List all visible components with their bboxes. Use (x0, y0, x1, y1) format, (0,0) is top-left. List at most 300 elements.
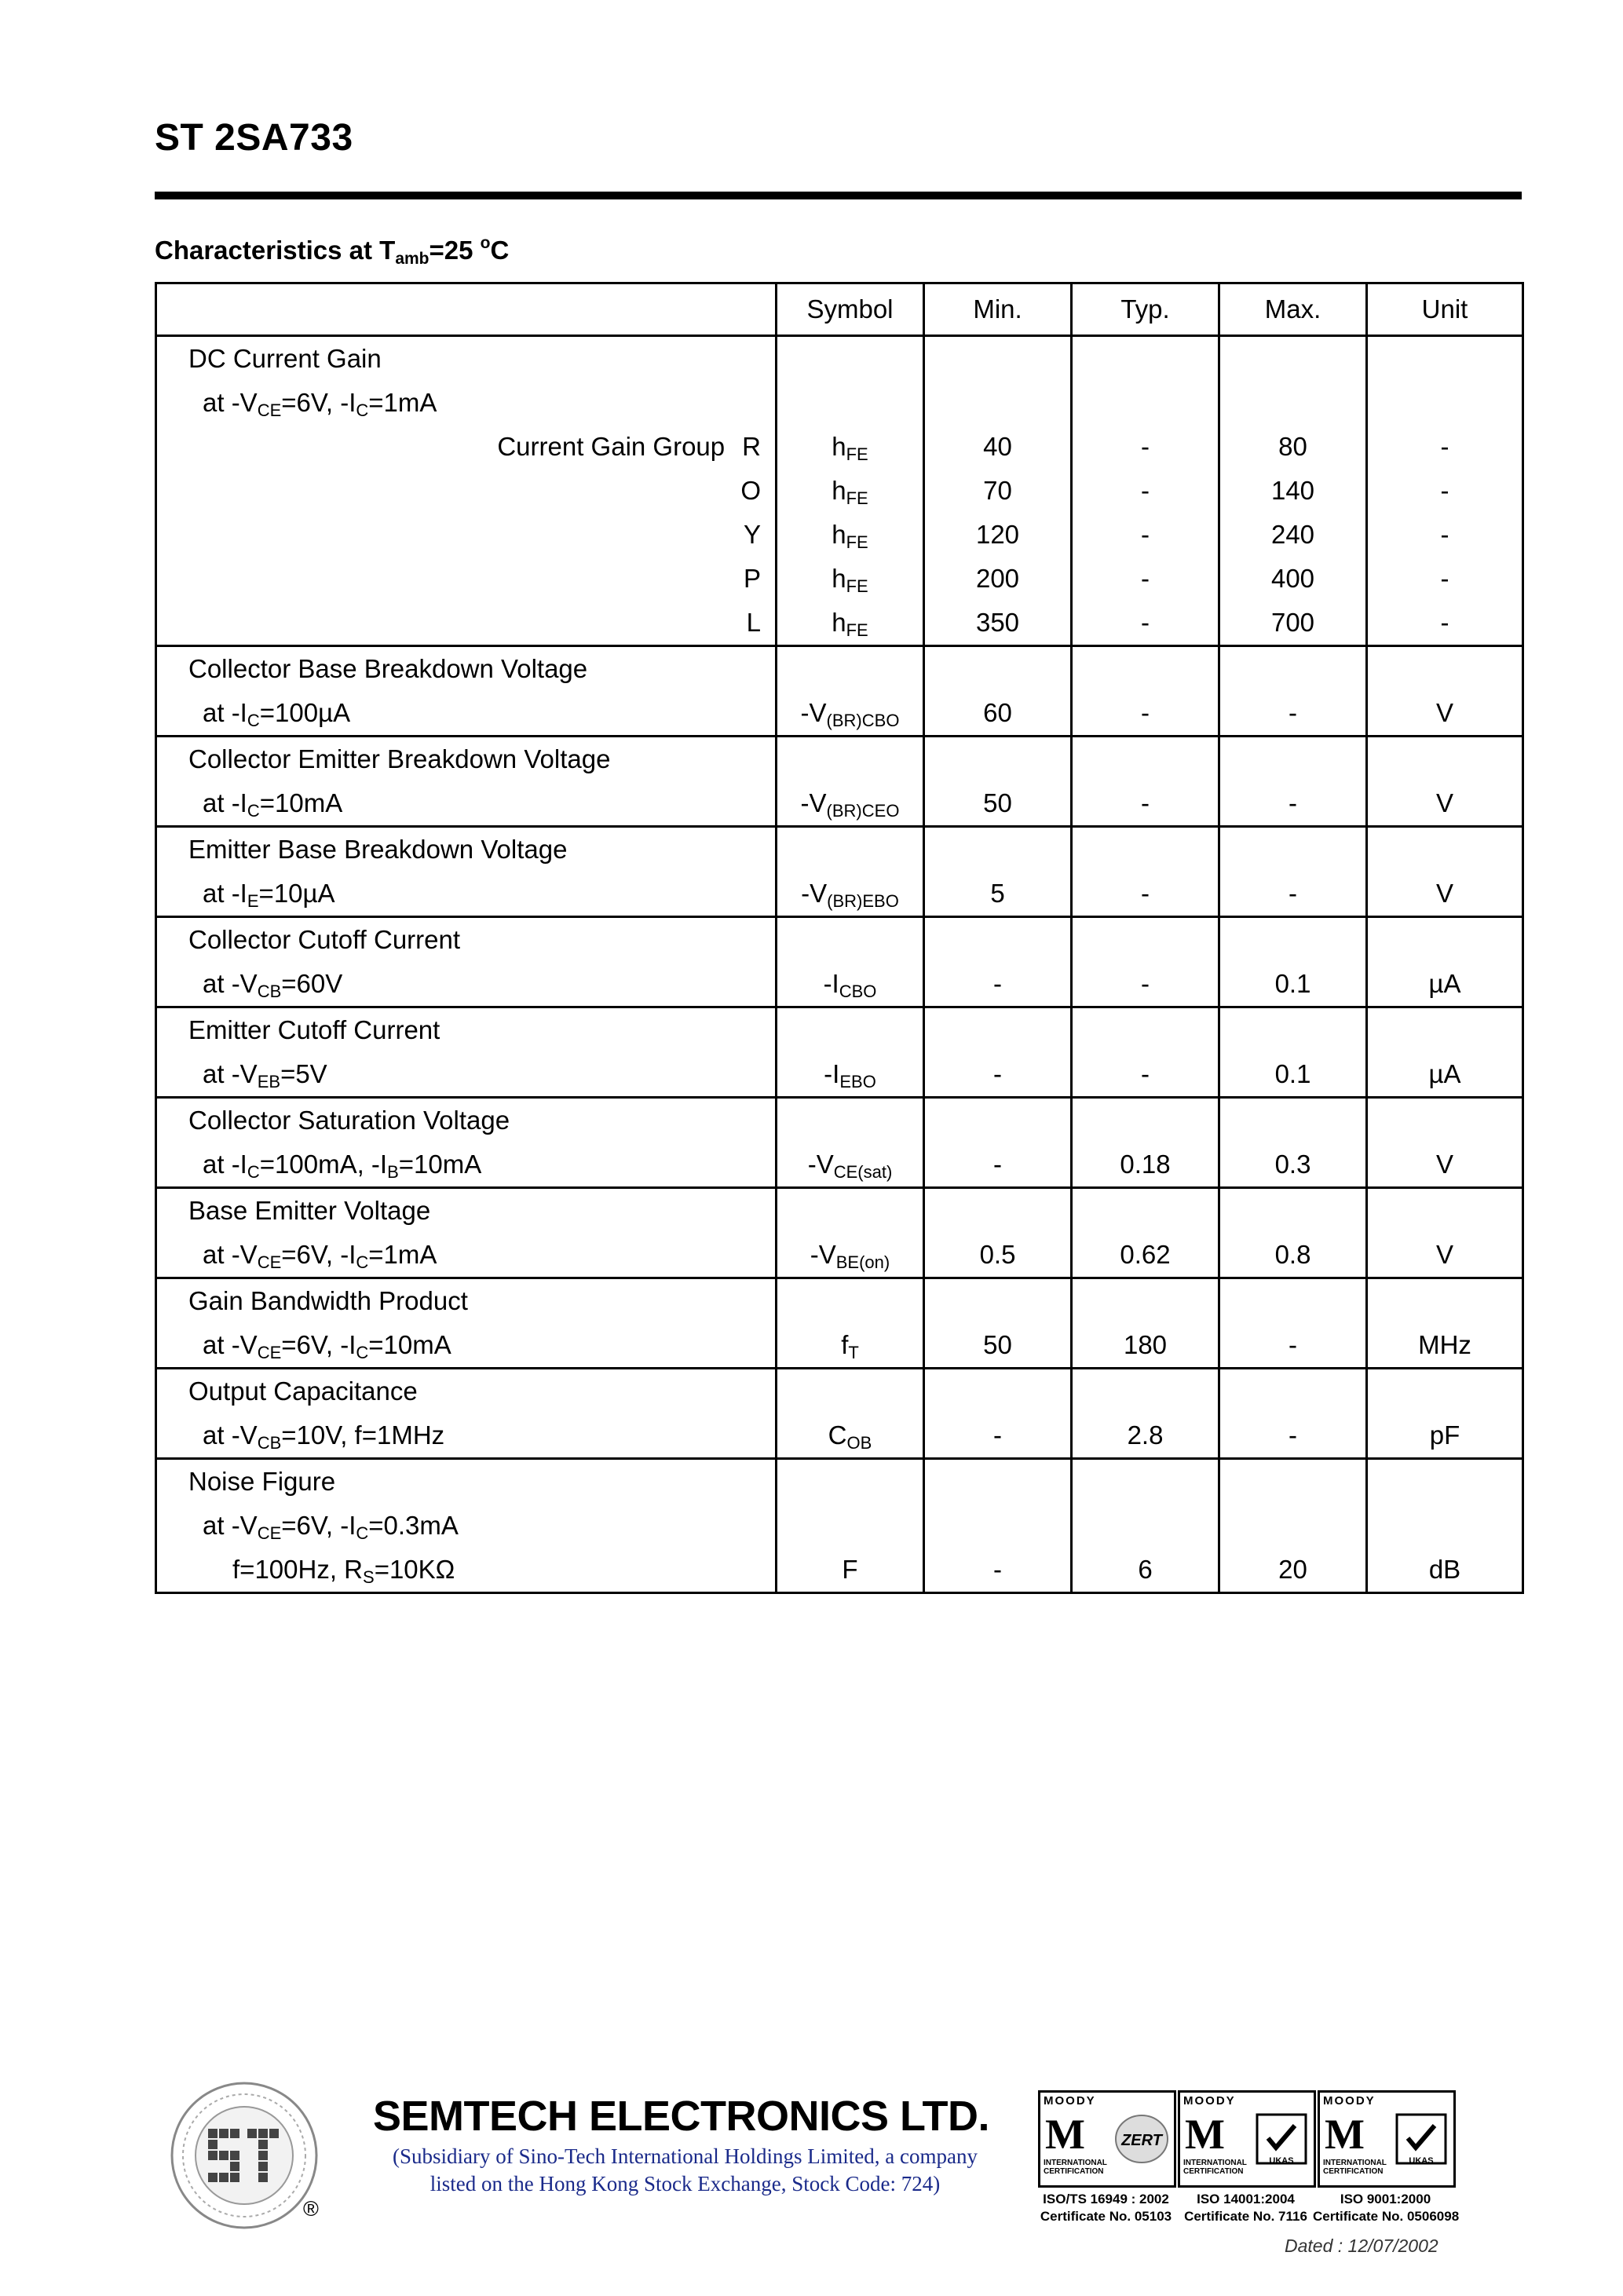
cert-brand: MOODY (1044, 2094, 1096, 2108)
typ-value: - (1141, 1059, 1150, 1088)
ukas-crown-icon (1254, 2111, 1309, 2166)
table-row (156, 1459, 1523, 1593)
table-row (156, 1098, 1523, 1188)
parameter-name: Gain Bandwidth Product (188, 1286, 468, 1315)
noise-condition-2 (157, 1548, 775, 1592)
symbol-cell (777, 917, 924, 1007)
parameter-condition (157, 1143, 775, 1186)
gain-group-line (157, 557, 775, 601)
spacer-line (777, 381, 923, 425)
parameter-condition-a: at -V (203, 1240, 258, 1269)
parameter-condition-b: =100mA, -I (259, 1150, 388, 1179)
min-cell (924, 737, 1072, 827)
spacer-line (777, 1008, 923, 1052)
spacer-line (777, 1369, 923, 1413)
noise-condition-1-s1: CE (257, 1523, 282, 1543)
gain-group-line (157, 601, 775, 645)
symbol-cell (777, 1188, 924, 1278)
parameter-cell (156, 737, 777, 827)
spacer-line (1220, 647, 1365, 691)
parameter-cell (156, 1459, 777, 1593)
symbol-main: -V (801, 879, 828, 908)
spacer-line (1073, 1189, 1218, 1233)
table-header-row (156, 283, 1523, 336)
table-row (156, 1188, 1523, 1278)
cert-intl-line: INTERNATIONAL (1323, 2159, 1387, 2167)
spacer-line (777, 1189, 923, 1233)
min-value: - (993, 1059, 1002, 1088)
moody-m-icon: M (1045, 2111, 1085, 2158)
spacer-line (1368, 737, 1522, 781)
spacer-line (925, 381, 1070, 425)
gain-symbol (777, 557, 923, 601)
dc-gain-condition-c: =1mA (368, 388, 437, 417)
gain-typ-value: - (1141, 564, 1150, 593)
noise-condition-2-b: =10KΩ (374, 1555, 455, 1584)
typ-cell (1072, 1278, 1219, 1369)
gain-max-value: 700 (1270, 608, 1315, 637)
table-row (156, 917, 1523, 1007)
spacer-line (1368, 647, 1522, 691)
registered-mark: ® (303, 2197, 319, 2221)
ukas-crown-icon (1394, 2111, 1449, 2166)
gain-symbol (777, 601, 923, 645)
spacer-line (1073, 1008, 1218, 1052)
spacer-line (1220, 1369, 1365, 1413)
spacer-line (1073, 381, 1218, 425)
spacer-line (1220, 828, 1365, 872)
gain-group-letter: Y (743, 520, 761, 549)
dc-gain-condition-s1: CE (257, 400, 282, 420)
cert-standard: ISO 9001:2000 (1340, 2192, 1431, 2206)
spacer-line (1073, 1369, 1218, 1413)
spacer-line (1220, 1504, 1365, 1548)
cert-caption (1173, 2191, 1318, 2225)
symbol-cell (777, 1007, 924, 1098)
parameter-condition-s1: CE (257, 1343, 282, 1362)
cert-logo (1038, 2090, 1176, 2188)
unit-cell (1367, 1369, 1523, 1459)
dc-gain-section (156, 336, 1523, 646)
gain-max-value: 240 (1270, 520, 1315, 549)
typ-value: - (1141, 969, 1150, 998)
spacer-line (1368, 1008, 1522, 1052)
noise-section (156, 1459, 1523, 1593)
gain-symbol (777, 425, 923, 469)
unit-value: µA (1428, 1059, 1461, 1088)
cert-intl-line: INTERNATIONAL (1044, 2159, 1107, 2167)
parameter-cell (156, 646, 777, 737)
spacer-line (777, 918, 923, 962)
spacer-line (925, 1460, 1070, 1504)
cert-cert-line: CERTIFICATION (1323, 2167, 1384, 2176)
symbol-main: -V (810, 1240, 836, 1269)
gain-group-letter: O (740, 476, 761, 505)
typ-cell (1072, 646, 1219, 737)
symbol-sub: (BR)CBO (826, 711, 900, 730)
sym-value: F (842, 1555, 858, 1584)
dc-gain-condition-b: =6V, -I (281, 388, 356, 417)
symbol-line (777, 1413, 923, 1457)
table-row (156, 646, 1523, 737)
spacer-line (1368, 381, 1522, 425)
parameter-condition-b: =60V (281, 969, 343, 998)
max-cell (1219, 1459, 1367, 1593)
header-symbol: Symbol (777, 283, 924, 336)
parameter-name: Collector Base Breakdown Voltage (188, 654, 588, 683)
typ-value: 180 (1123, 1330, 1168, 1359)
dc-gain-name: DC Current Gain (188, 344, 382, 373)
st-logo-icon (169, 2080, 320, 2231)
gain-symbol-sub: FE (846, 444, 868, 464)
parameter-condition-a: at -I (203, 788, 247, 817)
unit-value: V (1435, 788, 1453, 817)
spacer-line (1073, 337, 1218, 381)
min-value: - (993, 1150, 1002, 1179)
symbol-sub: CE(sat) (833, 1162, 893, 1182)
parameter-cell (156, 1098, 777, 1188)
gain-symbol-sub: FE (846, 620, 868, 640)
parameter-name: Base Emitter Voltage (188, 1196, 431, 1225)
title-rule (155, 192, 1522, 199)
cert-logo (1178, 2090, 1316, 2188)
typ-value: 0.18 (1120, 1150, 1171, 1179)
parameter-condition-b: =10mA (259, 788, 343, 817)
max-cell (1219, 1278, 1367, 1369)
spacer-line (925, 337, 1070, 381)
min-value: 5 (990, 879, 1005, 908)
symbol-sub: BE(on) (835, 1252, 890, 1272)
dc-gain-condition-a: at -V (203, 388, 258, 417)
spacer-line (925, 1008, 1070, 1052)
spacer-line (1368, 1504, 1522, 1548)
parameter-condition-s1: E (247, 891, 259, 911)
cert-caption (1033, 2191, 1179, 2225)
parameter-condition (157, 1052, 775, 1096)
min-value: - (993, 969, 1002, 998)
unit-value: V (1435, 1240, 1453, 1269)
table-row (156, 1278, 1523, 1369)
spacer-line (1073, 1460, 1218, 1504)
min-cell (924, 1459, 1072, 1593)
gain-typ-value: - (1141, 520, 1150, 549)
parameter-condition-a: at -V (203, 1330, 258, 1359)
min-cell (924, 827, 1072, 917)
noise-condition-1 (157, 1504, 775, 1548)
gain-group-line (157, 469, 775, 513)
typ-value: 2.8 (1127, 1420, 1164, 1450)
max-value: 0.1 (1274, 1059, 1311, 1088)
symbol-sub: EBO (839, 1072, 876, 1091)
symbol-cell (777, 737, 924, 827)
gain-symbol-main: h (832, 432, 846, 461)
cert-logo (1318, 2090, 1456, 2188)
table-row (156, 336, 1523, 646)
spacer-line (925, 1369, 1070, 1413)
gain-min-value: 40 (983, 432, 1012, 461)
max-cell (1219, 1098, 1367, 1188)
gain-max-value: 400 (1270, 564, 1315, 593)
min-cell (924, 917, 1072, 1007)
typ-cell (1072, 1459, 1219, 1593)
spacer-line (777, 828, 923, 872)
unit-value: V (1435, 1150, 1453, 1179)
max-value: - (1289, 1330, 1297, 1359)
cert-caption (1313, 2191, 1458, 2225)
dc-gain-unit-cell (1367, 336, 1523, 646)
parameter-condition-s2: C (356, 1343, 369, 1362)
parameter-condition-s2: C (356, 1252, 369, 1272)
typ-cell (1072, 737, 1219, 827)
spacer-line (777, 1460, 923, 1504)
gain-symbol (777, 469, 923, 513)
unit-cell (1367, 646, 1523, 737)
symbol-line (777, 872, 923, 916)
noise-condition-1-a: at -V (203, 1511, 258, 1540)
spacer-line (925, 1279, 1070, 1323)
symbol-main: C (828, 1420, 847, 1450)
parameter-condition-b: =6V, -I (281, 1240, 356, 1269)
parameter-name: Collector Emitter Breakdown Voltage (188, 744, 611, 773)
unit-cell (1367, 737, 1523, 827)
gain-group-label: Current Gain Group (497, 432, 726, 461)
gain-min-value: 350 (975, 608, 1020, 637)
dc-gain-typ-cell (1072, 336, 1219, 646)
spacer-line (1073, 918, 1218, 962)
parameter-name: Collector Saturation Voltage (188, 1106, 510, 1135)
parameter-condition-c: =10mA (398, 1150, 482, 1179)
parameter-condition-b: =100µA (259, 698, 351, 727)
parameter-condition-s1: C (247, 711, 260, 730)
spacer-line (1220, 1279, 1365, 1323)
heading-suffix: C (490, 236, 510, 265)
spacer-line (925, 828, 1070, 872)
cert-intl (1323, 2159, 1387, 2176)
min-value: 60 (983, 698, 1012, 727)
spacer-line (1220, 1008, 1365, 1052)
min-cell (924, 1278, 1072, 1369)
typ-cell (1072, 917, 1219, 1007)
spacer-line (925, 1189, 1070, 1233)
symbol-line (777, 781, 923, 825)
parameter-condition-c: =1mA (368, 1240, 437, 1269)
dated-label: Dated : 12/07/2002 (1285, 2236, 1438, 2256)
symbol-cell (777, 827, 924, 917)
max-cell (1219, 1369, 1367, 1459)
parameter-condition-s1: CB (257, 1433, 282, 1453)
gain-unit-value: - (1440, 608, 1449, 637)
gain-min-value: 70 (983, 476, 1012, 505)
cert-intl-line: INTERNATIONAL (1183, 2159, 1247, 2167)
gain-max-value: 80 (1278, 432, 1307, 461)
gain-typ-value: - (1141, 432, 1150, 461)
symbol-line (777, 962, 923, 1006)
typ-value: - (1141, 698, 1150, 727)
parameter-condition-a: at -I (203, 1150, 247, 1179)
cert-standard: ISO/TS 16949 : 2002 (1043, 2192, 1169, 2206)
max-cell (1219, 1188, 1367, 1278)
parameter-condition-b: =10V, f=1MHz (281, 1420, 445, 1450)
symbol-main: -V (807, 1150, 834, 1179)
max-value: - (1289, 698, 1297, 727)
spacer-line (1368, 1279, 1522, 1323)
gain-unit-value: - (1440, 520, 1449, 549)
symbol-cell (777, 646, 924, 737)
gain-unit-value: - (1440, 564, 1449, 593)
spacer-line (1073, 1099, 1218, 1143)
gain-group-letter: L (746, 608, 761, 637)
symbol-cell (777, 1369, 924, 1459)
parameter-condition-a: at -I (203, 879, 247, 908)
parameter-name: Emitter Cutoff Current (188, 1015, 440, 1044)
noise-condition-1-c: =0.3mA (368, 1511, 459, 1540)
spacer-line (777, 1279, 923, 1323)
header-max: Max. (1219, 283, 1367, 336)
subsidiary-note (381, 2143, 989, 2198)
spacer-line (1368, 1099, 1522, 1143)
table-row (156, 827, 1523, 917)
spacer-line (1220, 1460, 1365, 1504)
symbol-sub: (BR)EBO (827, 891, 899, 911)
unit-cell (1367, 1007, 1523, 1098)
parameter-condition-s1: CB (257, 982, 282, 1001)
spacer-line (1073, 647, 1218, 691)
gain-group-line (157, 513, 775, 557)
spacer-line (925, 918, 1070, 962)
unit-cell (1367, 1459, 1523, 1593)
symbol-main: f (841, 1330, 849, 1359)
cert-brand: MOODY (1323, 2094, 1376, 2108)
max-value: 20 (1278, 1555, 1307, 1584)
cert-intl (1044, 2159, 1107, 2176)
unit-value: dB (1428, 1555, 1461, 1584)
noise-condition-2-a: f=100Hz, R (232, 1555, 363, 1584)
min-value: 0.5 (979, 1240, 1016, 1269)
gain-symbol-main: h (832, 520, 846, 549)
symbol-line (777, 1323, 923, 1367)
parameter-condition-a: at -V (203, 1059, 258, 1088)
gain-typ-value: - (1141, 476, 1150, 505)
max-value: - (1289, 1420, 1297, 1450)
cert-cert-line: CERTIFICATION (1183, 2167, 1244, 2176)
dc-gain-max-cell (1219, 336, 1367, 646)
parameter-condition-s2: B (387, 1162, 399, 1182)
parameter-cell (156, 1369, 777, 1459)
min-value: 50 (983, 1330, 1012, 1359)
symbol-sub: OB (846, 1433, 872, 1453)
gain-symbol (777, 513, 923, 557)
max-cell (1219, 1007, 1367, 1098)
parameter-name: Output Capacitance (188, 1377, 418, 1406)
unit-cell (1367, 917, 1523, 1007)
spacer-line (1368, 918, 1522, 962)
max-value: 0.8 (1274, 1240, 1311, 1269)
min-cell (924, 1098, 1072, 1188)
table-row (156, 737, 1523, 827)
typ-value: 6 (1138, 1555, 1153, 1584)
table-row (156, 1369, 1523, 1459)
characteristics-table (155, 282, 1524, 1594)
symbol-cell (777, 1098, 924, 1188)
spacer-line (1368, 1460, 1522, 1504)
spacer-line (1368, 1369, 1522, 1413)
unit-value: MHz (1418, 1330, 1471, 1359)
symbol-main: -I (823, 969, 839, 998)
typ-cell (1072, 1098, 1219, 1188)
spacer-line (1220, 381, 1365, 425)
unit-cell (1367, 1188, 1523, 1278)
parameter-cell (156, 917, 777, 1007)
characteristics-heading (155, 234, 509, 269)
parameter-condition-s1: CE (257, 1252, 282, 1272)
max-cell (1219, 917, 1367, 1007)
unit-value: µA (1428, 969, 1461, 998)
parameter-condition-s1: C (247, 801, 260, 821)
symbol-sub: (BR)CEO (826, 801, 900, 821)
cert-badge-text: UKAS (1409, 2156, 1434, 2166)
spacer-line (925, 737, 1070, 781)
gain-symbol-main: h (832, 608, 846, 637)
heading-prefix: Characteristics at T (155, 236, 396, 265)
typ-value: - (1141, 879, 1150, 908)
gain-symbol-sub: FE (846, 488, 868, 508)
min-cell (924, 646, 1072, 737)
symbol-cell (777, 1278, 924, 1369)
gain-symbol-main: h (832, 476, 846, 505)
dc-gain-sym-cell (777, 336, 924, 646)
gain-symbol-sub: FE (846, 576, 868, 596)
symbol-line (777, 1233, 923, 1277)
typ-cell (1072, 827, 1219, 917)
gain-group-letter: R (742, 432, 761, 461)
symbol-line (777, 1143, 923, 1186)
symbol-line (777, 1052, 923, 1096)
typ-value: - (1141, 788, 1150, 817)
symbol-sub: T (848, 1343, 859, 1362)
typ-cell (1072, 1369, 1219, 1459)
spacer-line (1220, 918, 1365, 962)
moody-m-icon: M (1185, 2111, 1225, 2158)
parameter-condition-a: at -I (203, 698, 247, 727)
max-cell (1219, 646, 1367, 737)
header-typ: Typ. (1072, 283, 1219, 336)
dc-gain-min-cell (924, 336, 1072, 646)
header-parameter (156, 283, 777, 336)
spacer-line (925, 647, 1070, 691)
unit-value: V (1435, 698, 1453, 727)
typ-cell (1072, 1188, 1219, 1278)
parameter-name: Noise Figure (188, 1467, 336, 1496)
max-value: 0.1 (1274, 969, 1311, 998)
spacer-line (1368, 1189, 1522, 1233)
heading-sup: o (480, 234, 491, 252)
parameter-condition (157, 781, 775, 825)
typ-value: 0.62 (1120, 1240, 1171, 1269)
heading-middle: =25 (429, 236, 481, 265)
spacer-line (1220, 737, 1365, 781)
dc-gain-condition (157, 381, 775, 425)
cert-number: Certificate No. 7116 (1184, 2209, 1307, 2224)
max-value: 0.3 (1274, 1150, 1311, 1179)
typ-cell (1072, 1007, 1219, 1098)
spacer-line (777, 1504, 923, 1548)
spacer-line (1220, 337, 1365, 381)
cert-cert-line: CERTIFICATION (1044, 2167, 1104, 2176)
header-min: Min. (924, 283, 1072, 336)
cert-badge-text: ZERT (1121, 2132, 1162, 2149)
parameter-condition-b: =6V, -I (281, 1330, 356, 1359)
cert-badge-text: UKAS (1269, 2156, 1294, 2166)
